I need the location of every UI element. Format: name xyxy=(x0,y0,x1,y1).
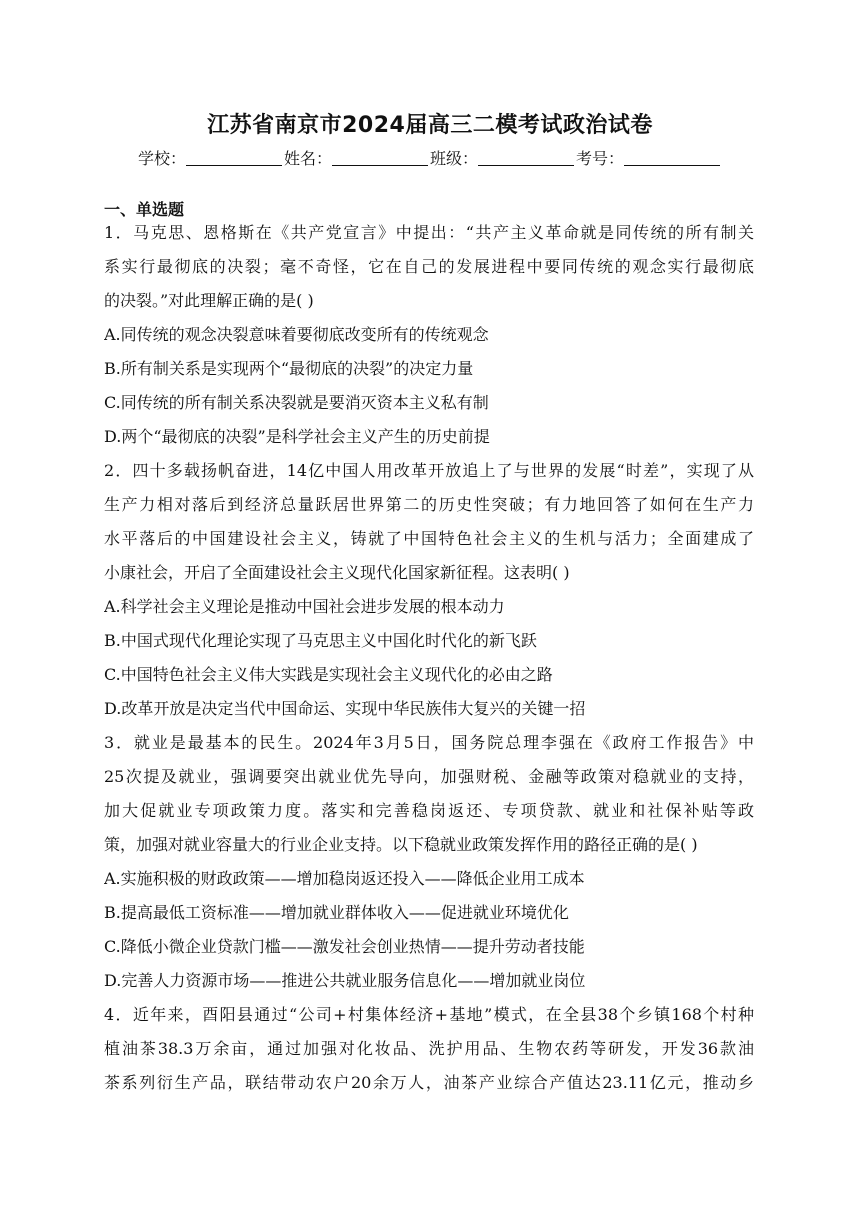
question-3-option-c: C.降低小微企业贷款门槛——激发社会创业热情——提升劳动者技能 xyxy=(104,937,585,956)
student-info-line xyxy=(0,146,860,169)
question-1-option-d: D.两个“最彻底的决裂”是科学社会主义产生的历史前提 xyxy=(104,427,490,446)
exam-number-label: 考号： xyxy=(576,149,625,168)
question-2-option-d: D.改革开放是决定当代中国命运、实现中华民族伟大复兴的关键一招 xyxy=(104,699,586,718)
question-2-option-c: C.中国特色社会主义伟大实践是实现社会主义现代化的必由之路 xyxy=(104,665,553,684)
question-2-stem-line: 小康社会，开启了全面建设社会主义现代化国家新征程。这表明( ) xyxy=(104,563,570,582)
name-label: 姓名： xyxy=(283,149,332,168)
question-3-stem-line: 3．就业是最基本的民生。2024年3月5日，国务院总理李强在《政府工作报告》中 xyxy=(104,733,754,752)
question-3-stem-line: 策，加强对就业容量大的行业企业支持。以下稳就业政策发挥作用的路径正确的是( ) xyxy=(104,835,698,854)
page-title: 江苏省南京市2024届高三二模考试政治试卷 xyxy=(207,113,653,138)
class-label: 班级： xyxy=(430,149,479,168)
name-blank xyxy=(332,151,428,166)
question-1-option-b: B.所有制关系是实现两个“最彻底的决裂”的决定力量 xyxy=(104,359,474,378)
question-2-stem-line: 水平落后的中国建设社会主义，铸就了中国特色社会主义的生机与活力；全面建成了 xyxy=(104,529,754,548)
question-2-option-a: A.科学社会主义理论是推动中国社会进步发展的根本动力 xyxy=(104,597,505,616)
question-3-option-d: D.完善人力资源市场——推进公共就业服务信息化——增加就业岗位 xyxy=(104,971,586,990)
exam-number-blank xyxy=(624,151,720,166)
question-1-stem-line: 的决裂。”对此理解正确的是( ) xyxy=(104,291,314,310)
section-heading: 一、单选题 xyxy=(104,200,185,219)
school-blank xyxy=(186,151,282,166)
question-3-option-b: B.提高最低工资标准——增加就业群体收入——促进就业环境优化 xyxy=(104,903,569,922)
question-4-stem-line: 茶系列衍生产品，联结带动农户20余万人，油茶产业综合产值达23.11亿元，推动乡 xyxy=(104,1073,754,1092)
school-label: 学校： xyxy=(137,149,186,168)
question-1-option-a: A.同传统的观念决裂意味着要彻底改变所有的传统观念 xyxy=(104,325,489,344)
question-3-stem-line: 25次提及就业，强调要突出就业优先导向，加强财税、金融等政策对稳就业的支持， xyxy=(104,767,754,786)
question-1-stem-line: 1．马克思、恩格斯在《共产党宣言》中提出：“共产主义革命就是同传统的所有制关 xyxy=(104,223,754,242)
question-1-option-c: C.同传统的所有制关系决裂就是要消灭资本主义私有制 xyxy=(104,393,489,412)
question-list xyxy=(104,216,754,1100)
question-2-stem-line: 2．四十多载扬帆奋进，14亿中国人用改革开放追上了与世界的发展“时差”，实现了从 xyxy=(104,461,754,480)
question-1-stem-line: 系实行最彻底的决裂；毫不奇怪，它在自己的发展进程中要同传统的观念实行最彻底 xyxy=(104,257,754,276)
question-3-stem-line: 加大促就业专项政策力度。落实和完善稳岗返还、专项贷款、就业和社保补贴等政 xyxy=(104,801,754,820)
question-4-stem-line: 4．近年来，酉阳县通过“公司+村集体经济+基地”模式，在全县38个乡镇168个村种 xyxy=(104,1005,754,1024)
question-4-stem-line: 植油茶38.3万余亩，通过加强对化妆品、洗护用品、生物农药等研发，开发36款油 xyxy=(104,1039,754,1058)
question-2-stem-line: 生产力相对落后到经济总量跃居世界第二的历史性突破；有力地回答了如何在生产力 xyxy=(104,495,754,514)
question-3-option-a: A.实施积极的财政政策——增加稳岗返还投入——降低企业用工成本 xyxy=(104,869,585,888)
class-blank xyxy=(478,151,574,166)
question-2-option-b: B.中国式现代化理论实现了马克思主义中国化时代化的新飞跃 xyxy=(104,631,537,650)
